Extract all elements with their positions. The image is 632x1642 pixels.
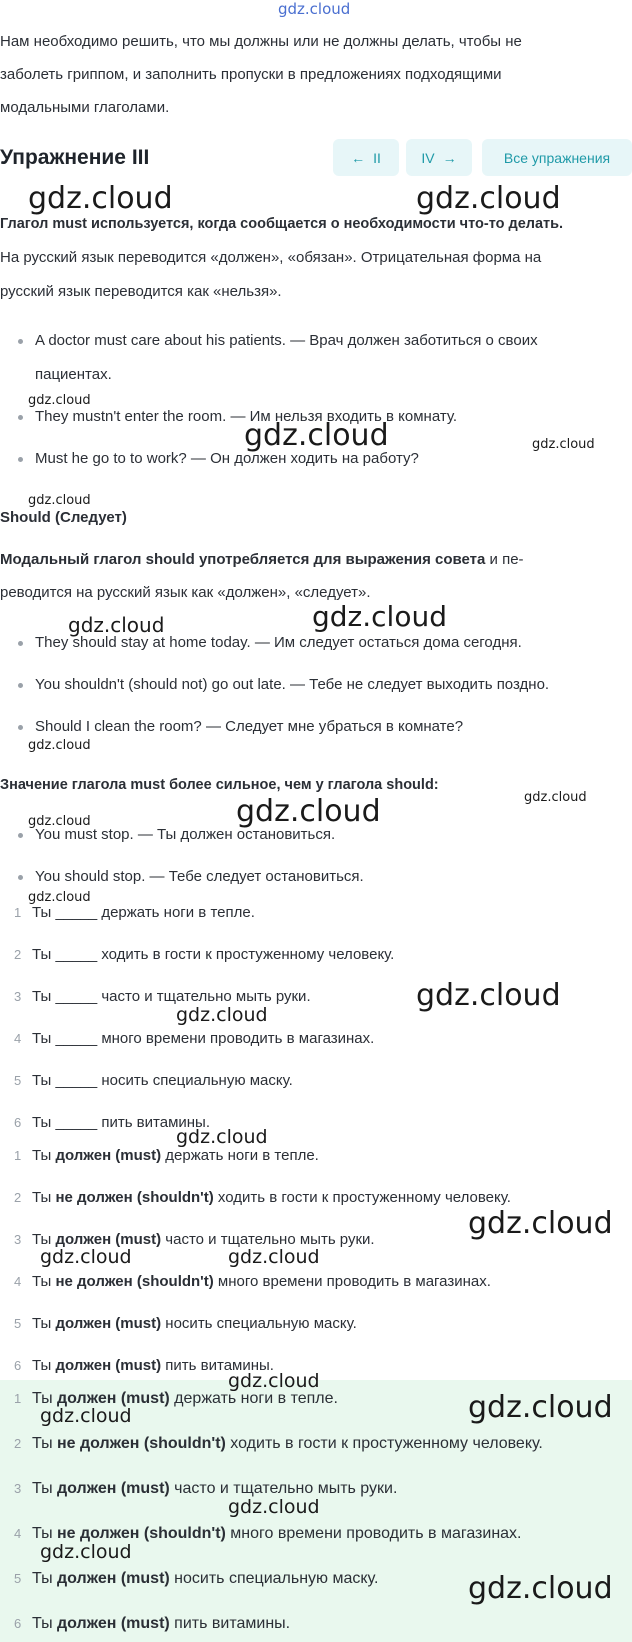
answer-item: 2 Ты не должен (shouldn't) ходить в гости к простуженному человеку. (14, 1189, 511, 1206)
list-item: You should stop. — Тебе следует остановиться. (18, 867, 364, 887)
watermark: gdz.cloud (40, 1541, 132, 1563)
intro-line-3: модальными глаголами. (0, 99, 170, 116)
watermark: gdz.cloud (468, 1206, 613, 1241)
watermark: gdz.cloud (236, 794, 381, 829)
answer-item: 6 Ты должен (must) пить витамины. (14, 1357, 274, 1374)
should-text-line-2: реводится на русский язык как «должен», «следует». (0, 584, 371, 601)
watermark: gdz.cloud (40, 1405, 132, 1427)
list-item-continuation: пациентах. (35, 366, 112, 383)
answer-item: 4 Ты не должен (shouldn't) много времени проводить в магазинах. (14, 1273, 491, 1290)
all-exercises-label: Все упражнения (503, 149, 611, 166)
site-logo[interactable]: gdz.cloud (278, 0, 351, 18)
bullet-icon (18, 415, 23, 420)
watermark: gdz.cloud (176, 1004, 268, 1026)
prev-exercise-label: II (373, 149, 381, 166)
watermark: gdz.cloud (28, 738, 91, 753)
next-exercise-button[interactable] (406, 139, 472, 176)
answer-item-highlighted: 3 Ты должен (must) часто и тщательно мыть руки. (14, 1480, 398, 1497)
answer-item-highlighted: 2 Ты не должен (shouldn't) ходить в гости к простуженному человеку. (14, 1435, 543, 1452)
task-item: 6 Ты _____ пить витамины. (14, 1114, 211, 1131)
watermark: gdz.cloud (532, 437, 595, 452)
task-item: 5 Ты _____ носить специальную маску. (14, 1072, 293, 1089)
task-item: 4 Ты _____ много времени проводить в магазинах. (14, 1030, 375, 1047)
watermark: gdz.cloud (228, 1496, 320, 1518)
task-item: 1 Ты _____ держать ноги в тепле. (14, 904, 255, 921)
list-item: Must he go to to work? — Он должен ходить на работу? (18, 449, 419, 469)
task-item: 2 Ты _____ ходить в гости к простуженному человеку. (14, 946, 395, 963)
watermark: gdz.cloud (176, 1126, 268, 1148)
must-heading: Глагол must используется, когда сообщается о необходимости что-то делать. (0, 216, 564, 232)
exercise-title: Упражнение III (0, 146, 150, 169)
watermark: gdz.cloud (244, 418, 389, 453)
arrow-right-icon: → (442, 149, 457, 166)
intro-line-1: Нам необходимо решить, что мы должны или не должны делать, чтобы не (0, 33, 522, 50)
answer-item-highlighted: 5 Ты должен (must) носить специальную маску. (14, 1570, 379, 1587)
prev-exercise-button[interactable] (333, 139, 399, 176)
must-text-line-2: русский язык переводится как «нельзя». (0, 283, 282, 300)
watermark: gdz.cloud (28, 393, 91, 408)
watermark: gdz.cloud (28, 181, 173, 216)
bullet-icon (18, 683, 23, 688)
watermark: gdz.cloud (228, 1370, 320, 1392)
watermark: gdz.cloud (28, 493, 91, 508)
bullet-icon (18, 457, 23, 462)
bullet-icon (18, 339, 23, 344)
intro-line-2: заболеть гриппом, и заполнить пропуски в предложениях подходящими (0, 66, 502, 83)
watermark: gdz.cloud (228, 1246, 320, 1268)
answer-item-highlighted: 6 Ты должен (must) пить витамины. (14, 1615, 291, 1632)
watermark: gdz.cloud (28, 814, 91, 829)
answer-item: 5 Ты должен (must) носить специальную маску. (14, 1315, 357, 1332)
list-item: A doctor must care about his patients. — Врач должен заботиться о своих (18, 331, 538, 351)
watermark: gdz.cloud (416, 181, 561, 216)
watermark: gdz.cloud (524, 790, 587, 805)
watermark: gdz.cloud (468, 1571, 613, 1606)
answer-item: 1 Ты должен (must) держать ноги в тепле. (14, 1147, 319, 1164)
task-item: 3 Ты _____ часто и тщательно мыть руки. (14, 988, 311, 1005)
watermark: gdz.cloud (468, 1390, 613, 1425)
watermark: gdz.cloud (68, 613, 165, 637)
bullet-icon (18, 875, 23, 880)
arrow-left-icon: ← (351, 149, 366, 166)
watermark: gdz.cloud (312, 600, 447, 633)
bullet-icon (18, 833, 23, 838)
watermark: gdz.cloud (416, 978, 561, 1013)
list-item: Should I clean the room? — Следует мне убраться в комнате? (18, 717, 463, 737)
answer-item-highlighted: 1 Ты должен (must) держать ноги в тепле. (14, 1390, 338, 1407)
next-exercise-label: IV (421, 149, 435, 166)
should-text-line-1: Модальный глагол should употребляется для выражения совета и пе- (0, 551, 524, 568)
must-text-line-1: На русский язык переводится «должен», «обязан». Отрицательная форма на (0, 249, 542, 266)
bullet-icon (18, 725, 23, 730)
answer-item-highlighted: 4 Ты не должен (shouldn't) много времени проводить в магазинах. (14, 1525, 522, 1542)
watermark: gdz.cloud (28, 890, 91, 905)
all-exercises-button[interactable] (482, 139, 632, 176)
bullet-icon (18, 641, 23, 646)
watermark: gdz.cloud (40, 1246, 132, 1268)
list-item: You must stop. — Ты должен остановиться. (18, 825, 335, 845)
list-item: You shouldn't (should not) go out late. — Тебе не следует выходить поздно. (18, 675, 549, 695)
should-heading: Should (Следует) (0, 509, 127, 526)
compare-heading: Значение глагола must более сильное, чем у глагола should: (0, 777, 439, 793)
list-item: They should stay at home today. — Им следует остаться дома сегодня. (18, 633, 522, 653)
answer-item: 3 Ты должен (must) часто и тщательно мыть руки. (14, 1231, 375, 1248)
list-item: They mustn't enter the room. — Им нельзя входить в комнату. (18, 407, 457, 427)
